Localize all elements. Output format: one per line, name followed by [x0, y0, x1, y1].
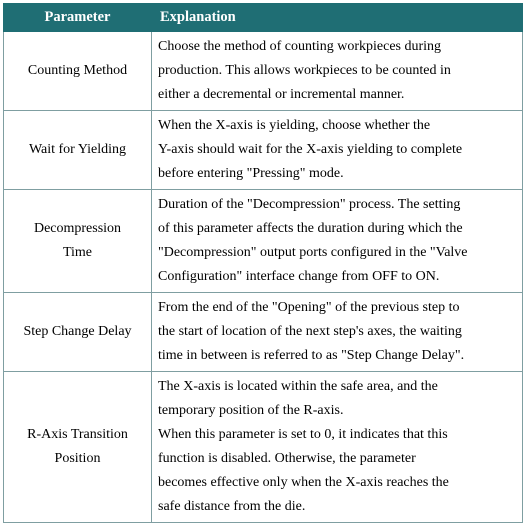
- parameter-name-text: Decompression: [33, 221, 122, 236]
- parameter-name-text: Time: [62, 245, 93, 260]
- parameter-name-text: Wait for Yielding: [28, 142, 127, 157]
- explanation-line: function is disabled. Otherwise, the parameter: [158, 451, 416, 466]
- explanation-line: When the X-axis is yielding, choose whether the: [158, 118, 431, 133]
- explanation-line: production. This allows workpieces to be counted in: [158, 63, 451, 78]
- parameter-table: [3, 3, 523, 523]
- explanation-line: becomes effective only when the X-axis reaches the: [158, 475, 449, 490]
- explanation-line: time in between is referred to as "Step Change Delay".: [158, 348, 465, 363]
- explanation-line: Choose the method of counting workpieces during: [158, 39, 442, 54]
- table-row: [4, 372, 523, 523]
- table-row: [4, 32, 523, 111]
- parameter-name: [4, 111, 152, 190]
- parameter-name: [4, 32, 152, 111]
- parameter-explanation: [152, 293, 523, 372]
- table-row: [4, 190, 523, 293]
- explanation-line: of this parameter affects the duration during which the: [158, 221, 463, 236]
- parameter-explanation: [152, 372, 523, 523]
- explanation-line: From the end of the "Opening" of the previous step to: [158, 300, 460, 315]
- parameter-name-text: Step Change Delay: [23, 324, 132, 339]
- parameter-name-text: R-Axis Transition: [27, 427, 128, 442]
- parameter-explanation: [152, 190, 523, 293]
- explanation-line: safe distance from the die.: [158, 499, 306, 514]
- explanation-line: Duration of the "Decompression" process. The setting: [158, 197, 461, 212]
- explanation-line: When this parameter is set to 0, it indicates that this: [158, 427, 448, 442]
- table-row: [4, 111, 523, 190]
- parameter-name-text: Position: [54, 451, 101, 466]
- table-row: [4, 293, 523, 372]
- parameter-name: [4, 372, 152, 523]
- parameter-name-text: Counting Method: [27, 63, 128, 78]
- explanation-line: before entering "Pressing" mode.: [158, 166, 344, 181]
- explanation-line: Configuration" interface change from OFF to ON.: [158, 269, 440, 284]
- explanation-line: Y-axis should wait for the X-axis yielding to complete: [158, 142, 463, 157]
- header-explanation: Explanation: [152, 4, 523, 32]
- explanation-line: either a decremental or incremental manner.: [158, 87, 405, 102]
- header-parameter: Parameter: [4, 4, 152, 32]
- parameter-name: [4, 190, 152, 293]
- parameter-explanation: [152, 111, 523, 190]
- explanation-line: the start of location of the next step's axes, the waiting: [158, 324, 462, 339]
- parameter-explanation: [152, 32, 523, 111]
- explanation-line: The X-axis is located within the safe area, and the: [158, 379, 438, 394]
- explanation-line: temporary position of the R-axis.: [158, 403, 344, 418]
- header-row: [4, 4, 523, 32]
- parameter-name: [4, 293, 152, 372]
- explanation-line: "Decompression" output ports configured in the "Valve: [158, 245, 468, 260]
